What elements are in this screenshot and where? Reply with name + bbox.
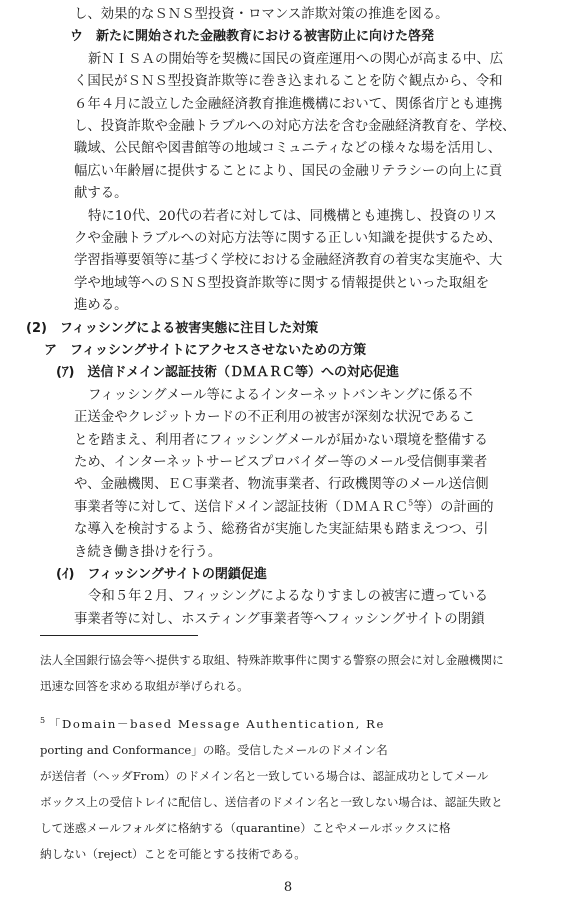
line-text: き続き働き掛けを行う。 — [74, 544, 222, 560]
line-text-after: 等）の計画的 — [413, 499, 494, 515]
paragraph-line — [74, 96, 502, 114]
footnote-5-line-2: porting and Conformance」の略。受信したメールのドメイン名 — [40, 743, 388, 757]
paragraph-line — [74, 476, 489, 494]
line-text: ため、インターネットサービスプロバイダー等のメール受信側事業者 — [74, 455, 488, 470]
heading-line — [70, 28, 434, 46]
line-text: 正送金やクレジットカードの不正利用の被害が深刻な状況であるこ — [74, 410, 475, 426]
line-text: (2) フィッシングによる被害実態に注目した対策 — [26, 320, 319, 336]
page-number: 8 — [283, 880, 293, 895]
line-text: 新ＮＩＳＡの開始等を契機に国民の資産運用への関心が高まる中、広 — [88, 51, 504, 67]
line-text: 事業者等に対し、ホスティング事業者等へフィッシングサイトの閉鎖 — [74, 611, 485, 627]
line-text: し、効果的なＳＮＳ型投資・ロマンス詐欺対策の推進を図る。 — [74, 7, 449, 22]
line-text: 幅広い年齢層に提供することにより、国民の金融リテラシーの向上に貢 — [74, 163, 503, 179]
paragraph-line — [74, 544, 221, 562]
paragraph-line — [88, 51, 503, 69]
paragraph-line — [74, 6, 449, 24]
line-text: ウ 新たに開始された金融教育における被害防止に向けた啓発 — [70, 29, 435, 45]
paragraph-line — [74, 163, 502, 181]
line-text: し、投資詐欺や金融トラブルへの対応方法を含む金融経済教育を、学校、 — [74, 119, 516, 134]
paragraph-line — [74, 611, 484, 629]
paragraph-line — [74, 409, 475, 427]
footnote-5-text-1: 「Domain－based Message Authentication, Re — [48, 717, 385, 731]
line-text: 令和５年２月、フィッシングによるなりすましの被害に遭っている — [88, 589, 489, 605]
line-text: 学習指導要領等に基づく学校における金融経済教育の着実な実施や、大 — [74, 253, 503, 269]
paragraph-line — [74, 297, 128, 315]
footnote-continuation-line-2: 迅速な回答を求める取組が挙げられる。 — [40, 679, 249, 693]
paragraph-line — [88, 588, 488, 606]
line-text: とを踏まえ、利用者にフィッシングメールが届かない環境を整備する — [74, 432, 488, 448]
line-text: ６年４月に設立した金融経済教育推進機構において、関係省庁とも連携 — [74, 96, 503, 112]
line-text: 特に10代、20代の若者に対しては、同機構とも連携し、投資のリス — [88, 208, 497, 224]
line-text: (ｱ) 送信ドメイン認証技術（ＤＭＡＲＣ等）への対応促進 — [56, 365, 399, 381]
line-text: く国民がＳＮＳ型投資詐欺等に巻き込まれることを防ぐ観点から、令和 — [74, 74, 503, 90]
paragraph-line — [74, 118, 515, 136]
paragraph-line — [88, 387, 472, 405]
footnote-separator — [40, 635, 198, 636]
line-text: 職域、公民館や図書館等の地域コミュニティなどの様々な場を活用し、 — [74, 141, 502, 157]
footnote-5-marker: 5 — [40, 716, 46, 726]
paragraph-line — [88, 208, 497, 226]
footnote-continuation-line-1: 法人全国銀行協会等へ提供する取組、特殊詐欺事件に関する警察の照会に対し金融機関に — [40, 653, 504, 667]
paragraph-line — [74, 275, 489, 293]
paragraph-line — [74, 140, 501, 158]
heading-line — [26, 320, 318, 338]
heading-line — [56, 364, 399, 382]
paragraph-line — [74, 521, 488, 539]
paragraph-line — [74, 432, 488, 450]
heading-line — [44, 342, 366, 360]
paragraph-line — [74, 73, 503, 91]
paragraph-line — [74, 252, 502, 270]
footnote-5-line-5: して迷惑メールフォルダに格納する（quarantine）ことやメールボックスに格 — [40, 821, 451, 835]
footnote-5-line-3: が送信者（ヘッダFrom）のドメイン名と一致している場合は、認証成功としてメール — [40, 769, 489, 783]
paragraph-line — [74, 454, 487, 472]
line-text: フィッシングメール等によるインターネットバンキングに係る不 — [88, 387, 473, 403]
footnote-reference-5: 5 — [408, 498, 414, 508]
line-text: な導入を検討するよう、総務省が実施した実証結果も踏まえつつ、引 — [74, 522, 489, 538]
paragraph-line — [74, 230, 501, 248]
paragraph-line — [74, 185, 128, 203]
line-text: ア フィッシングサイトにアクセスさせないための方策 — [44, 343, 367, 358]
paragraph-line — [74, 499, 494, 517]
line-text: クや金融トラブルへの対応方法等に関する正しい知識を提供するため、 — [74, 231, 502, 246]
line-text: 献する。 — [74, 186, 128, 202]
line-text: や、金融機関、ＥＣ事業者、物流事業者、行政機関等のメール送信側 — [74, 477, 489, 493]
footnote-5-line-1 — [40, 716, 385, 732]
line-text: 進める。 — [74, 298, 128, 314]
line-text: 学や地域等へのＳＮＳ型投資詐欺等に関する情報提供といった取組を — [74, 275, 490, 291]
footnote-5-line-4: ボックス上の受信トレイに配信し、送信者のドメイン名と一致しない場合は、認証失敗と — [40, 795, 503, 809]
heading-line — [56, 566, 267, 584]
footnote-5-line-6: 納しない（reject）ことを可能とする技術である。 — [40, 847, 306, 861]
line-text: (ｲ) フィッシングサイトの閉鎖促進 — [56, 567, 267, 582]
line-text: 事業者等に対して、送信ドメイン認証技術（ＤＭＡＲＣ — [74, 499, 409, 515]
